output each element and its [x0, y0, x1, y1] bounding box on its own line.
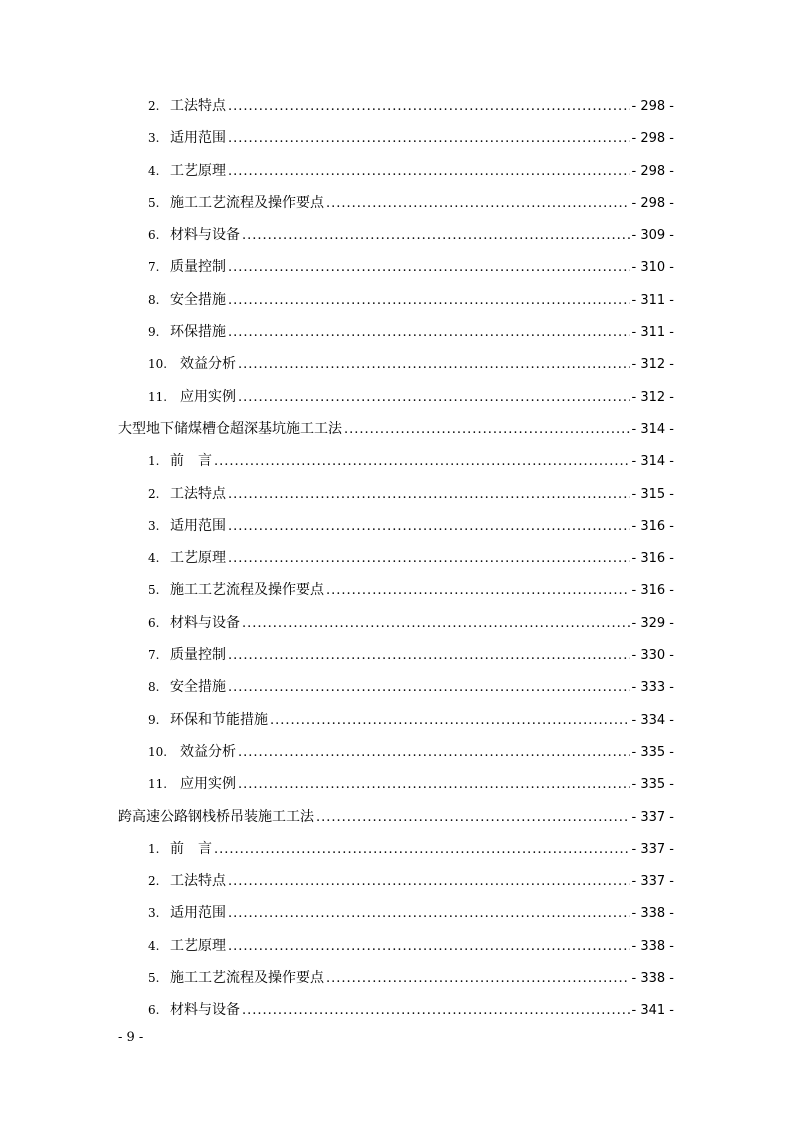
toc-entry-title: 质量控制 [170, 647, 226, 664]
toc-entry[interactable] [118, 736, 674, 768]
dot-leader [228, 91, 630, 123]
toc-entry-page: - 312 - [631, 389, 674, 405]
toc-entry-page: - 315 - [631, 486, 674, 502]
toc-entry[interactable] [118, 478, 674, 510]
toc-entry[interactable] [118, 962, 674, 994]
toc-entry-page: - 298 - [631, 195, 674, 211]
dot-leader [326, 575, 630, 607]
toc-entry-number: 9. [148, 325, 160, 340]
toc-entry[interactable] [118, 445, 674, 477]
toc-entry[interactable] [118, 704, 674, 736]
toc-entry-page: - 316 - [631, 551, 674, 567]
toc-entry-title: 应用实例 [180, 388, 236, 405]
toc-entry-title: 环保措施 [170, 324, 226, 341]
toc-entry-title: 效益分析 [180, 743, 236, 760]
dot-leader [228, 317, 630, 349]
toc-entry-page: - 298 - [631, 99, 674, 114]
toc-entry-page: - 314 - [631, 454, 674, 470]
dot-leader [228, 285, 630, 317]
toc-entry[interactable] [118, 90, 674, 122]
toc-entry[interactable] [118, 833, 674, 865]
toc-entry-number: 2. [148, 874, 160, 889]
toc-entry[interactable] [118, 510, 674, 542]
toc-entry-title: 前 言 [170, 453, 212, 470]
toc-entry-number: 3. [148, 518, 160, 533]
toc-entry-number: 7. [148, 648, 160, 663]
toc-entry-number: 7. [148, 260, 160, 275]
toc-entry[interactable] [118, 574, 674, 606]
toc-entry-title: 适用范围 [170, 130, 226, 147]
toc-entry-title: 施工工艺流程及操作要点 [170, 582, 324, 599]
table-of-contents [118, 90, 674, 1027]
toc-entry-page: - 338 - [631, 906, 674, 922]
toc-entry-title: 施工工艺流程及操作要点 [170, 970, 324, 987]
toc-entry-title: 工艺原理 [170, 937, 226, 954]
toc-entry-title: 跨高速公路钢栈桥吊装施工工法 [118, 808, 314, 825]
toc-entry-number: 4. [148, 938, 160, 953]
toc-entry[interactable] [118, 930, 674, 962]
toc-entry-title: 安全措施 [170, 679, 226, 696]
toc-entry-number: 11. [148, 389, 168, 404]
toc-entry-page: - 335 - [631, 744, 674, 760]
toc-entry-page: - 338 - [631, 938, 674, 954]
toc-entry-page: - 298 - [631, 163, 674, 179]
toc-section-entry[interactable] [118, 413, 674, 445]
toc-entry-page: - 316 - [631, 518, 674, 534]
toc-entry-page: - 338 - [631, 971, 674, 987]
dot-leader [214, 834, 630, 866]
toc-entry[interactable] [118, 768, 674, 800]
toc-entry-title: 工艺原理 [170, 162, 226, 179]
toc-entry[interactable] [118, 671, 674, 703]
toc-entry-title: 质量控制 [170, 259, 226, 276]
toc-entry[interactable] [118, 316, 674, 348]
toc-entry-page: - 334 - [631, 712, 674, 728]
toc-entry-title: 工法特点 [170, 873, 226, 890]
dot-leader [228, 252, 630, 284]
dot-leader [242, 608, 630, 640]
toc-entry[interactable] [118, 607, 674, 639]
toc-entry-page: - 311 - [631, 292, 674, 308]
dot-leader [270, 705, 630, 737]
toc-section-entry[interactable] [118, 801, 674, 833]
toc-entry-title: 效益分析 [180, 356, 236, 373]
dot-leader [238, 737, 630, 769]
toc-entry-page: - 310 - [631, 260, 674, 276]
toc-entry[interactable] [118, 994, 674, 1026]
dot-leader [238, 769, 630, 801]
toc-entry-page: - 337 - [631, 874, 674, 890]
toc-entry-page: - 298 - [631, 131, 674, 147]
toc-entry-title: 材料与设备 [170, 614, 240, 631]
dot-leader [228, 640, 630, 672]
toc-entry-number: 6. [148, 615, 160, 630]
toc-entry-number: 10. [148, 357, 168, 372]
toc-entry-title: 材料与设备 [170, 227, 240, 244]
toc-entry-page: - 337 - [631, 809, 674, 825]
dot-leader [214, 446, 630, 478]
toc-entry-page: - 309 - [631, 228, 674, 244]
toc-entry-number: 6. [148, 228, 160, 243]
toc-entry-title: 适用范围 [170, 517, 226, 534]
toc-entry-title: 前 言 [170, 840, 212, 857]
toc-entry-title: 适用范围 [170, 905, 226, 922]
dot-leader [326, 188, 630, 220]
toc-entry-page: - 316 - [631, 583, 674, 599]
toc-entry-title: 材料与设备 [170, 1002, 240, 1019]
toc-entry[interactable] [118, 897, 674, 929]
toc-entry[interactable] [118, 542, 674, 574]
toc-entry-number: 2. [148, 99, 160, 113]
toc-entry-number: 3. [148, 131, 160, 146]
dot-leader [228, 156, 630, 188]
toc-entry-number: 8. [148, 680, 160, 695]
toc-entry-number: 4. [148, 163, 160, 178]
toc-entry-title: 施工工艺流程及操作要点 [170, 194, 324, 211]
toc-entry-number: 5. [148, 583, 160, 598]
toc-entry-page: - 329 - [631, 615, 674, 631]
toc-entry[interactable] [118, 284, 674, 316]
dot-leader [242, 220, 630, 252]
toc-entry-title: 应用实例 [180, 776, 236, 793]
toc-entry-number: 2. [148, 486, 160, 501]
toc-entry-title: 环保和节能措施 [170, 711, 268, 728]
toc-entry-page: - 330 - [631, 648, 674, 664]
dot-leader [228, 866, 630, 898]
toc-entry[interactable] [118, 219, 674, 251]
toc-entry-number: 3. [148, 906, 160, 921]
toc-entry[interactable] [118, 865, 674, 897]
toc-entry-page: - 341 - [631, 1003, 674, 1019]
toc-entry[interactable] [118, 639, 674, 671]
toc-entry-page: - 333 - [631, 680, 674, 696]
dot-leader [228, 479, 630, 511]
dot-leader [228, 931, 630, 963]
toc-entry-page: - 337 - [631, 841, 674, 857]
toc-entry-number: 5. [148, 195, 160, 210]
toc-entry-number: 11. [148, 777, 168, 792]
toc-entry[interactable] [118, 187, 674, 219]
toc-entry[interactable] [118, 155, 674, 187]
toc-entry-number: 10. [148, 744, 168, 759]
toc-entry-number: 8. [148, 292, 160, 307]
toc-entry-page: - 314 - [631, 421, 674, 437]
dot-leader [326, 963, 630, 995]
dot-leader [228, 898, 630, 930]
dot-leader [228, 672, 630, 704]
toc-entry-title: 大型地下储煤槽仓超深基坑施工工法 [118, 420, 342, 437]
toc-entry-title: 工法特点 [170, 98, 226, 114]
dot-leader [228, 123, 630, 155]
toc-entry-title: 工艺原理 [170, 550, 226, 567]
toc-entry[interactable] [118, 348, 674, 380]
toc-entry-number: 4. [148, 551, 160, 566]
toc-entry[interactable] [118, 122, 674, 154]
dot-leader [238, 382, 630, 414]
toc-entry-page: - 335 - [631, 777, 674, 793]
toc-entry-number: 9. [148, 712, 160, 727]
dot-leader [316, 802, 630, 834]
toc-entry[interactable] [118, 251, 674, 283]
dot-leader [344, 414, 630, 446]
page-number: - 9 - [118, 1030, 144, 1045]
toc-entry-number: 1. [148, 454, 160, 469]
dot-leader [238, 349, 630, 381]
dot-leader [228, 543, 630, 575]
toc-entry-page: - 311 - [631, 325, 674, 341]
toc-entry-title: 工法特点 [170, 485, 226, 502]
toc-entry-title: 安全措施 [170, 291, 226, 308]
dot-leader [228, 511, 630, 543]
toc-entry[interactable] [118, 381, 674, 413]
toc-entry-number: 6. [148, 1003, 160, 1018]
toc-entry-number: 5. [148, 971, 160, 986]
toc-entry-page: - 312 - [631, 357, 674, 373]
dot-leader [242, 995, 630, 1027]
toc-entry-number: 1. [148, 841, 160, 856]
